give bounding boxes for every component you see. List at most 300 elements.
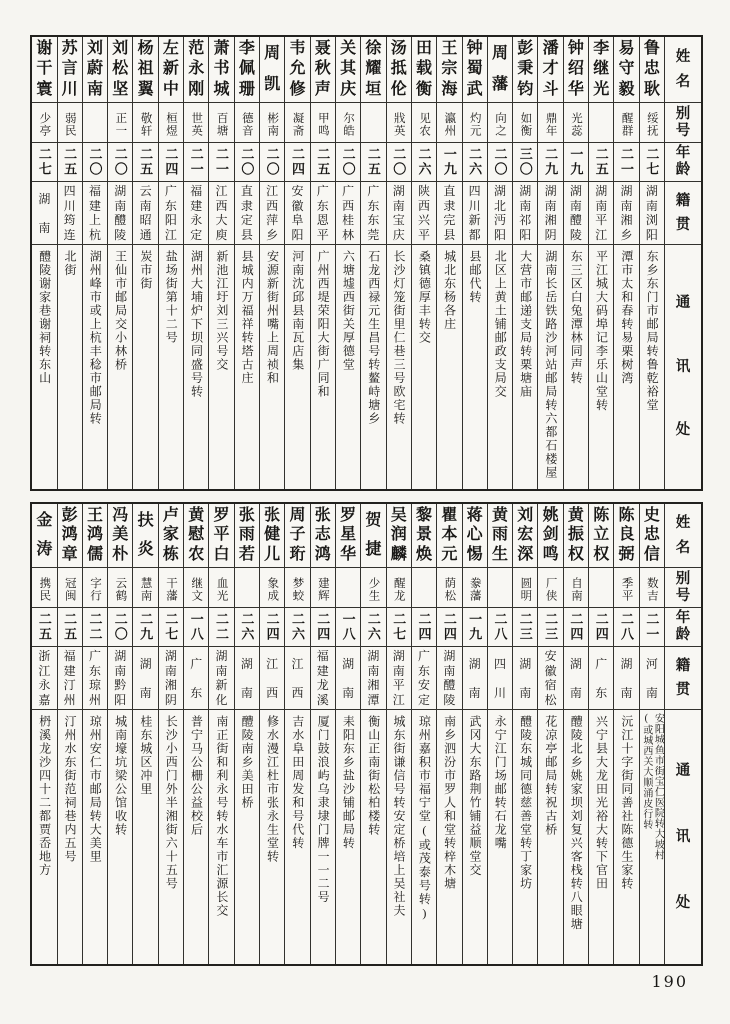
entry-alias: 向之 [488,103,512,143]
entry-column [82,37,107,489]
entry-address: 耒阳东乡盐沙铺邮局转 [341,715,356,850]
entry-name: 王 鸿 儒 [83,504,107,568]
entry-name: 杨 祖 翼 [133,37,157,103]
entry-alias: 甲鸣 [311,103,335,143]
entry-native: 湖 南 [564,647,588,710]
entry-column [563,504,588,964]
entry-native: 广 东 琼 州 [83,647,107,710]
entry-native: 湖 南 醴 陵 [564,182,588,245]
entry-name: 潘 才 斗 [538,37,562,103]
entry-age: 二三 [538,608,562,647]
entry-name: 周 藩 [488,37,512,103]
entry-age: 二〇 [108,143,132,182]
entry-address: 东乡东门市邮局转鲁乾裕堂 [645,250,660,412]
entry-alias: 干藩 [159,568,183,608]
entry-address: 城北东杨各庄 [442,250,457,331]
entry-alias: 梦蛟 [285,568,309,608]
entry-alias [336,568,360,608]
entry-column [310,504,335,964]
entry-alias [589,103,613,143]
entry-alias: 尔皓 [336,103,360,143]
entry-name: 鲁 忠 耿 [640,37,664,103]
header-column [664,37,701,489]
entry-age: 二四 [564,608,588,647]
entry-alias: 少生 [361,568,385,608]
entry-age: 二二 [209,608,233,647]
entry-native: 湖 南 湘 阴 [538,182,562,245]
entry-address: 桂东城区冲里 [138,715,153,796]
entry-address: 王仙市邮局交小林桥 [113,250,128,372]
entry-alias [83,103,107,143]
entry-native: 福 建 龙 溪 [311,647,335,710]
entry-column [32,504,56,964]
entry-native: 广 东 恩 平 [311,182,335,245]
entry-address: 永宁江门场邮转石龙嘴 [493,715,508,850]
entry-age: 二五 [589,143,613,182]
entry-native: 湖 南 湘 潭 [361,647,385,710]
entry-address: 城南壕坑梁公馆收转 [113,715,128,837]
entry-alias: 建辉 [311,568,335,608]
entry-alias: 桓煜 [159,103,183,143]
header-age: 年 龄 [665,143,701,182]
entry-age: 一九 [564,143,588,182]
directory-table-top [30,35,703,491]
entry-native: 陕 西 兴 平 [412,182,436,245]
entry-column [563,37,588,489]
entry-column [537,37,562,489]
entry-name: 关 其 庆 [336,37,360,103]
entry-column [436,37,461,489]
entry-address: 河南沈邱县南瓦店集 [290,250,305,372]
entry-age: 二六 [463,143,487,182]
entry-column [487,37,512,489]
entry-alias: 血光 [209,568,233,608]
entry-address: 南乡泗汾市罗人和堂转梓木塘 [442,715,457,891]
entry-native: 福 建 上 杭 [83,182,107,245]
entry-name: 蒋 心 惕 [463,504,487,568]
entry-name: 萧 书 城 [209,37,233,103]
entry-column [183,37,208,489]
entry-address: 大营市邮递支局转栗塘庙 [518,250,533,399]
entry-name: 王 宗 海 [437,37,461,103]
entry-age: 二四 [159,143,183,182]
entry-alias: 戕英 [387,103,411,143]
entry-alias: 百塘 [209,103,233,143]
entry-age: 二六 [361,608,385,647]
entry-column [259,37,284,489]
entry-address: 南正街和利永号转水车市汇源长交 [214,715,229,918]
entry-age: 二五 [58,608,82,647]
entry-name: 刘 松 坚 [108,37,132,103]
entry-address: 湖州峰市或上杭丰稔市邮局转 [88,250,103,426]
entry-address: 醴陵谢家巷谢祠转东山 [37,250,52,385]
entry-native: 湖 南 [336,647,360,710]
entry-column [613,504,638,964]
entry-address: 汀州水东街范祠巷内五号 [62,715,77,864]
entry-name: 罗 星 华 [336,504,360,568]
entry-alias: 圆明 [513,568,537,608]
entry-name: 陈 良 弼 [614,504,638,568]
entry-address: 武冈大东路荆竹铺益顺堂交 [467,715,482,877]
entry-column [639,37,664,489]
entry-age: 二一 [640,608,664,647]
entry-name: 汤 抵 伦 [387,37,411,103]
entry-address: 县邮代转 [467,250,482,304]
entry-column [588,37,613,489]
entry-age: 一九 [437,143,461,182]
header-native: 籍 贯 [665,182,701,245]
entry-column [462,504,487,964]
entry-column [234,37,259,489]
entry-column [436,504,461,964]
entry-alias: 弱民 [58,103,82,143]
entry-address: 厦门鼓浪屿乌隶埭门牌一一二号 [316,715,331,904]
header-alias: 别 号 [665,103,701,143]
entry-column [284,37,309,489]
entry-name: 黄 慰 农 [184,504,208,568]
entry-native: 湖 南 [614,647,638,710]
entry-alias: 瀛州 [437,103,461,143]
entry-column [588,504,613,964]
entry-address: 醴陵东城同德慈善堂转丁家坊 [518,715,533,891]
entry-column [310,37,335,489]
entry-age: 三〇 [513,143,537,182]
entry-name: 左 新 中 [159,37,183,103]
entry-age: 二五 [311,143,335,182]
entry-native: 江 西 大 庾 [209,182,233,245]
entry-age: 二七 [32,143,56,182]
header-age: 年 龄 [665,608,701,647]
entry-alias: 自南 [564,568,588,608]
entry-alias: 光蕊 [564,103,588,143]
entry-address: 醴陵南乡美田桥 [240,715,255,810]
entry-name: 史 忠 信 [640,504,664,568]
entry-alias [361,103,385,143]
entry-age: 二五 [133,143,157,182]
entry-name: 谢 干 寰 [32,37,56,103]
entry-name: 金 涛 [32,504,56,568]
entry-native: 湖 南 湘 阴 [159,647,183,710]
entry-native: 湖 南 [513,647,537,710]
entry-age: 二〇 [387,143,411,182]
entry-native: 湖 南 平 江 [589,182,613,245]
entry-address: 衡山正南街松柏楼转 [366,715,381,837]
entry-age: 二八 [488,608,512,647]
entry-column [208,504,233,964]
entry-name: 李 佩 珊 [235,37,259,103]
entry-address: 安阳城鱼市街宝仁医院转大坡村 (或城西关大顺涌皮行转 [640,713,664,860]
entry-name: 吴 润 麟 [387,504,411,568]
entry-native: 浙 江 永 嘉 [32,647,56,710]
entry-age: 二一 [184,143,208,182]
entry-address: 桑镇德厚丰转交 [417,250,432,345]
entry-address: 县城内万福祥转塔古庄 [240,250,255,385]
entry-name: 张 雨 若 [235,504,259,568]
entry-native: 江 西 萍 乡 [260,182,284,245]
entry-column [284,504,309,964]
header-name: 姓 名 [665,504,701,568]
entry-alias: 慧南 [133,568,157,608]
entry-age: 二〇 [488,143,512,182]
entry-age: 二五 [361,143,385,182]
entry-address: 广州西堤荣阳大街广同和 [316,250,331,399]
entry-name: 张 健 儿 [260,504,284,568]
entry-age: 二五 [32,608,56,647]
entry-native: 湖 南 醴 陵 [108,182,132,245]
entry-native: 安 徽 阜 阳 [285,182,309,245]
entry-name: 罗 平 白 [209,504,233,568]
entry-name: 黄 振 权 [564,504,588,568]
entry-column [537,504,562,964]
entry-alias [412,568,436,608]
entry-name: 钟 蜀 武 [463,37,487,103]
entry-name: 刘 宏 深 [513,504,537,568]
entry-age: 二六 [412,143,436,182]
entry-alias: 鼎年 [538,103,562,143]
entry-column [57,504,82,964]
entry-address: 琼州安仁市邮局转大美里 [88,715,103,864]
entry-age: 一八 [184,608,208,647]
entry-native: 福 建 汀 州 [58,647,82,710]
entry-name: 黎 景 焕 [412,504,436,568]
entry-address: 吉水阜田周发和号代转 [290,715,305,850]
entry-column [158,37,183,489]
entry-age: 二七 [640,143,664,182]
entry-age: 二六 [285,608,309,647]
entry-alias: 德音 [235,103,259,143]
entry-column [82,504,107,964]
entry-alias: 少亭 [32,103,56,143]
entry-alias: 世英 [184,103,208,143]
entry-column [411,504,436,964]
entry-native: 云 南 昭 通 [133,182,157,245]
entry-native: 湖 南 平 江 [387,647,411,710]
entry-name: 田 载 衡 [412,37,436,103]
entry-age: 一九 [463,608,487,647]
entry-address: 六塘墟西街关厚德堂 [341,250,356,372]
entry-age: 二四 [437,608,461,647]
entry-column [462,37,487,489]
entry-name: 苏 言 川 [58,37,82,103]
entry-column [386,37,411,489]
entry-column [107,504,132,964]
entry-alias: 象成 [260,568,284,608]
entry-native: 湖 南 湘 乡 [614,182,638,245]
entry-native: 直 隶 完 县 [437,182,461,245]
entry-address: 普宁马公栅公益校后 [189,715,204,837]
entry-column [487,504,512,964]
entry-column [335,37,360,489]
entry-address: 新池江圩刘三兴号交 [214,250,229,372]
entry-name: 徐 耀 垣 [361,37,385,103]
entry-age: 二〇 [336,143,360,182]
entry-name: 陈 立 权 [589,504,613,568]
header-column [664,504,701,964]
entry-name: 瞿 本 元 [437,504,461,568]
entry-column [132,504,157,964]
entry-age: 二〇 [83,143,107,182]
entry-address: 盐场街第十二号 [164,250,179,345]
entry-column [613,37,638,489]
entry-age: 二〇 [260,143,284,182]
entry-alias: 云鹤 [108,568,132,608]
entry-alias: 如衡 [513,103,537,143]
entry-column [512,37,537,489]
entry-native: 湖 南 [32,182,56,245]
entry-native: 四 川 [488,647,512,710]
entry-age: 二二 [83,608,107,647]
entry-age: 二〇 [108,608,132,647]
directory-table-bottom [30,502,703,966]
entry-alias: 醒群 [614,103,638,143]
entry-native: 广 东 东 莞 [361,182,385,245]
entry-name: 姚 剑 鸣 [538,504,562,568]
entry-name: 黄 雨 生 [488,504,512,568]
entry-native: 湖 南 [235,647,259,710]
entry-age: 二一 [614,143,638,182]
entry-address: 安源新街州嘴上周祯和 [265,250,280,385]
entry-alias: 数吉 [640,568,664,608]
header-address: 通 讯 处 [675,762,691,911]
entry-age: 二六 [235,608,259,647]
entry-name: 周 子 珩 [285,504,309,568]
entry-column [411,37,436,489]
entry-address: 枬溪龙沙四十二都贾岙地方 [37,715,52,877]
entry-address: 湖南长岳铁路沙河站邮局转六都石楼屋 [543,250,558,480]
entry-alias: 继文 [184,568,208,608]
entry-native: 江 西 [285,647,309,710]
entry-alias: 彬南 [260,103,284,143]
entry-native: 湖 南 醴 陵 [437,647,461,710]
entry-address: 醴陵北乡姚家坝刘复兴客栈转八眼塘 [569,715,584,931]
entry-native: 湖 南 [463,647,487,710]
entry-column [512,504,537,964]
entry-age: 一八 [336,608,360,647]
entry-column [57,37,82,489]
entry-alias: 醒龙 [387,568,411,608]
entry-alias: 灼元 [463,103,487,143]
header-alias: 别 号 [665,568,701,608]
entry-name: 卢 家 栋 [159,504,183,568]
entry-alias: 敬轩 [133,103,157,143]
entry-native: 湖 北 沔 阳 [488,182,512,245]
entry-address: 平江城大码埠记李乐山堂转 [594,250,609,412]
entry-address: 长沙灯笼街里仁巷三号欧宅转 [392,250,407,426]
entry-alias [589,568,613,608]
entry-column [208,37,233,489]
entry-address: 北区上黄土铺邮政支局交 [493,250,508,399]
entry-native: 湖 南 [133,647,157,710]
entry-address: 花凉亭邮局转祝古桥 [543,715,558,837]
entry-native: 广 东 [589,647,613,710]
entry-name: 刘 蔚 南 [83,37,107,103]
entry-column [183,504,208,964]
entry-native: 广 东 [184,647,208,710]
entry-name: 扶 炎 [133,504,157,568]
entry-alias: 冠闽 [58,568,82,608]
entry-age: 二四 [589,608,613,647]
entry-native: 四 川 筠 连 [58,182,82,245]
entry-address: 炭市街 [138,250,153,291]
entry-name: 冯 美 朴 [108,504,132,568]
entry-column [360,504,385,964]
entry-age: 二九 [538,143,562,182]
entry-alias [235,568,259,608]
entry-age: 二七 [387,608,411,647]
entry-name: 周 凯 [260,37,284,103]
entry-name: 彭 鸿 章 [58,504,82,568]
entry-age: 二八 [614,608,638,647]
entry-native: 四 川 新 都 [463,182,487,245]
entry-age: 二四 [260,608,284,647]
entry-address: 长沙小西门外半湘街六十五号 [164,715,179,891]
entry-alias: 见农 [412,103,436,143]
page-number: 190 [651,972,688,991]
entry-native: 广 东 阳 江 [159,182,183,245]
entry-column [132,37,157,489]
entry-column [107,37,132,489]
entry-age: 二三 [513,608,537,647]
entry-column [32,37,56,489]
entry-age: 二四 [412,608,436,647]
entry-address: 潭市太和春转易栗树湾 [619,250,634,385]
entry-address: 北街 [62,250,77,277]
entry-age: 二九 [133,608,157,647]
entry-column [335,504,360,964]
entry-native: 湖 南 新 化 [209,647,233,710]
entry-address: 石龙西禄元生昌号转鳌峙塘乡 [366,250,381,426]
entry-column [386,504,411,964]
entry-column [158,504,183,964]
entry-address: 兴宁县大龙田光裕大转下官田 [594,715,609,891]
entry-address: 修水漫江杜市张永生堂转 [265,715,280,864]
entry-alias [488,568,512,608]
entry-address: 东三区白兔潭林同声转 [569,250,584,385]
entry-name: 范 永 刚 [184,37,208,103]
entry-address: 湖州大埔炉下坝同盛号转 [189,250,204,399]
entry-native: 湖 南 祁 阳 [513,182,537,245]
entry-native: 江 西 [260,647,284,710]
entry-column [259,504,284,964]
entry-age: 二五 [58,143,82,182]
entry-native: 湖 南 浏 阳 [640,182,664,245]
entry-name: 张 志 鸿 [311,504,335,568]
entry-native: 福 建 永 定 [184,182,208,245]
entry-name: 贺 捷 [361,504,385,568]
entry-alias: 季平 [614,568,638,608]
entry-name: 钟 绍 华 [564,37,588,103]
entry-age: 二一 [209,143,233,182]
entry-column [360,37,385,489]
entry-native: 直 隶 定 县 [235,182,259,245]
entry-native: 河 南 [640,647,664,710]
entry-address: 琼州嘉积市福宁堂(或茂泰号转) [417,715,432,922]
entry-name: 易 守 毅 [614,37,638,103]
entry-native: 湖 南 黔 阳 [108,647,132,710]
entry-alias: 携民 [32,568,56,608]
entry-alias: 正一 [108,103,132,143]
entry-address: 城东街谦信号转安定桥培上吴社夫 [392,715,407,918]
header-native: 籍 贯 [665,647,701,710]
entry-alias: 字行 [83,568,107,608]
header-address: 通 讯 处 [675,295,691,439]
entry-alias: 荫松 [437,568,461,608]
entry-native: 湖 南 宝 庆 [387,182,411,245]
entry-name: 聂 秋 声 [311,37,335,103]
entry-native: 安 徽 宿 松 [538,647,562,710]
entry-alias: 厂侠 [538,568,562,608]
entry-address: 沅江十字街同善社陈德生家转 [619,715,634,891]
